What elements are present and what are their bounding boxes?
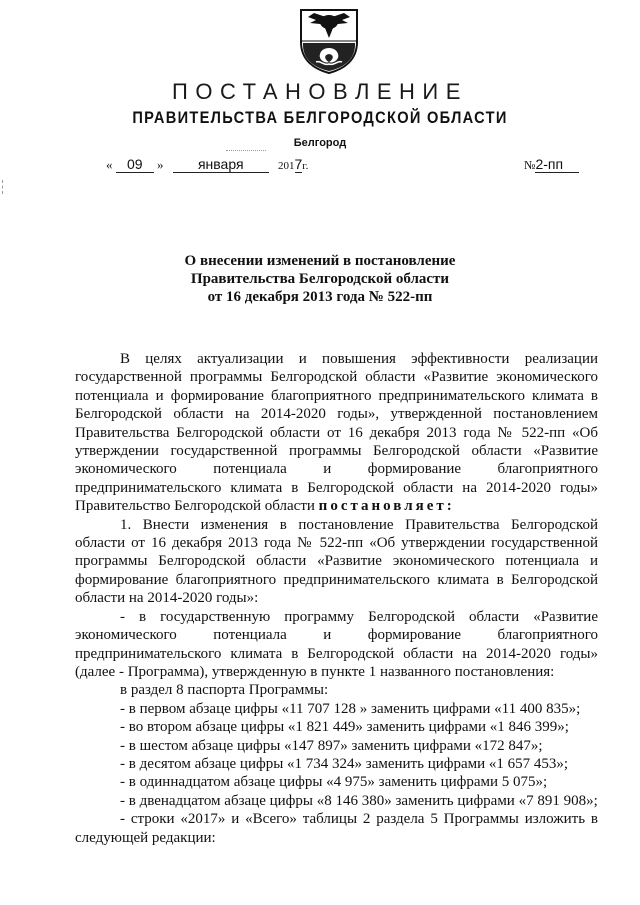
date-year-suffix: 7 bbox=[294, 156, 303, 172]
list-item: - в шестом абзаце цифры «147 897» заменить цифрами «172 847»; bbox=[120, 737, 543, 754]
list-item: - в одиннадцатом абзаце цифры «4 975» заменить цифрами 5 075»; bbox=[120, 774, 548, 791]
number-label: № bbox=[524, 158, 536, 172]
body-paragraph-last: - строки «2017» и «Всего» таблицы 2 раздела 5 Программы изложить в следующей редакции: bbox=[75, 811, 598, 846]
document-body bbox=[75, 350, 598, 847]
belgorod-coat-of-arms-icon bbox=[298, 8, 360, 74]
body-paragraph-twelfth: - в двенадцатом абзаце цифры «8 146 380» заменить цифрами «7 891 908»; bbox=[120, 792, 598, 809]
body-paragraph-1 bbox=[75, 350, 598, 516]
action-word: постановляет: bbox=[318, 498, 455, 515]
margin-mark bbox=[2, 180, 9, 194]
date-day: 09 bbox=[116, 156, 154, 173]
document-type-title: ПОСТАНОВЛЕНИЕ bbox=[172, 79, 468, 104]
body-paragraph-1-text: В целях актуализации и повышения эффективности реализации государственной программы Белгородской области «Развитие экономического потенциала и формирование благоприятного предпринимательского климата в Белгородской области на 2014-2020 годы», утвержденной постановлением Правительства Белгородской области от 16 декабря 2013 года № 522-пп «Об утверждении государственной программы Белгородской области «Развитие экономического потенциала и формирование благоприятного предпринимательского климата в Белгородской области на 2014-2020 годы» Правительство Белгородской области bbox=[75, 351, 598, 515]
date-quote-open: « bbox=[106, 157, 113, 172]
heading-line-2: Правительства Белгородской области bbox=[190, 271, 450, 287]
list-item: в раздел 8 паспорта Программы: bbox=[120, 682, 329, 699]
date-quote-close: » bbox=[157, 157, 164, 172]
list-item: - во втором абзаце цифры «1 821 449» заменить цифрами «1 846 399»; bbox=[120, 719, 569, 736]
number-value: 2-пп bbox=[535, 156, 579, 173]
city-name: Белгород bbox=[293, 137, 347, 149]
date-year-g: г. bbox=[302, 160, 309, 172]
list-item: - в десятом абзаце цифры «1 734 324» заменить цифрами «1 657 453»; bbox=[120, 755, 569, 772]
issuing-authority: ПРАВИТЕЛЬСТВА БЕЛГОРОДСКОЙ ОБЛАСТИ bbox=[132, 108, 508, 127]
date-month: января bbox=[173, 156, 269, 173]
body-paragraph-3: - в государственную программу Белгородской области «Развитие экономического потенциала и формирование благоприятного предпринимательского климата в Белгородской области на 2014-2020 годы» (далее - Программа), утвержденную в пункте 1 названного постановления: bbox=[75, 608, 598, 680]
document-date bbox=[106, 156, 308, 173]
heading-line-1: О внесении изменений в постановление bbox=[184, 253, 456, 269]
body-paragraph-2: 1. Внести изменения в постановление Правительства Белгородской области от 16 декабря 2013 года № 522-пп «Об утверждении государственной программы Белгородской области «Развитие экономического потенциала и формирование благоприятного предпринимательского климата в Белгородской области на 2014-2020 годы»: bbox=[75, 516, 598, 607]
dotted-line-divider bbox=[226, 150, 266, 151]
heading-line-3: от 16 декабря 2013 года № 522-пп bbox=[207, 289, 433, 305]
date-year-prefix: 201 bbox=[278, 160, 295, 172]
document-heading bbox=[0, 252, 640, 306]
list-item: - в первом абзаце цифры «11 707 128 » заменить цифрами «11 400 835»; bbox=[120, 700, 581, 717]
document-number bbox=[524, 156, 579, 173]
